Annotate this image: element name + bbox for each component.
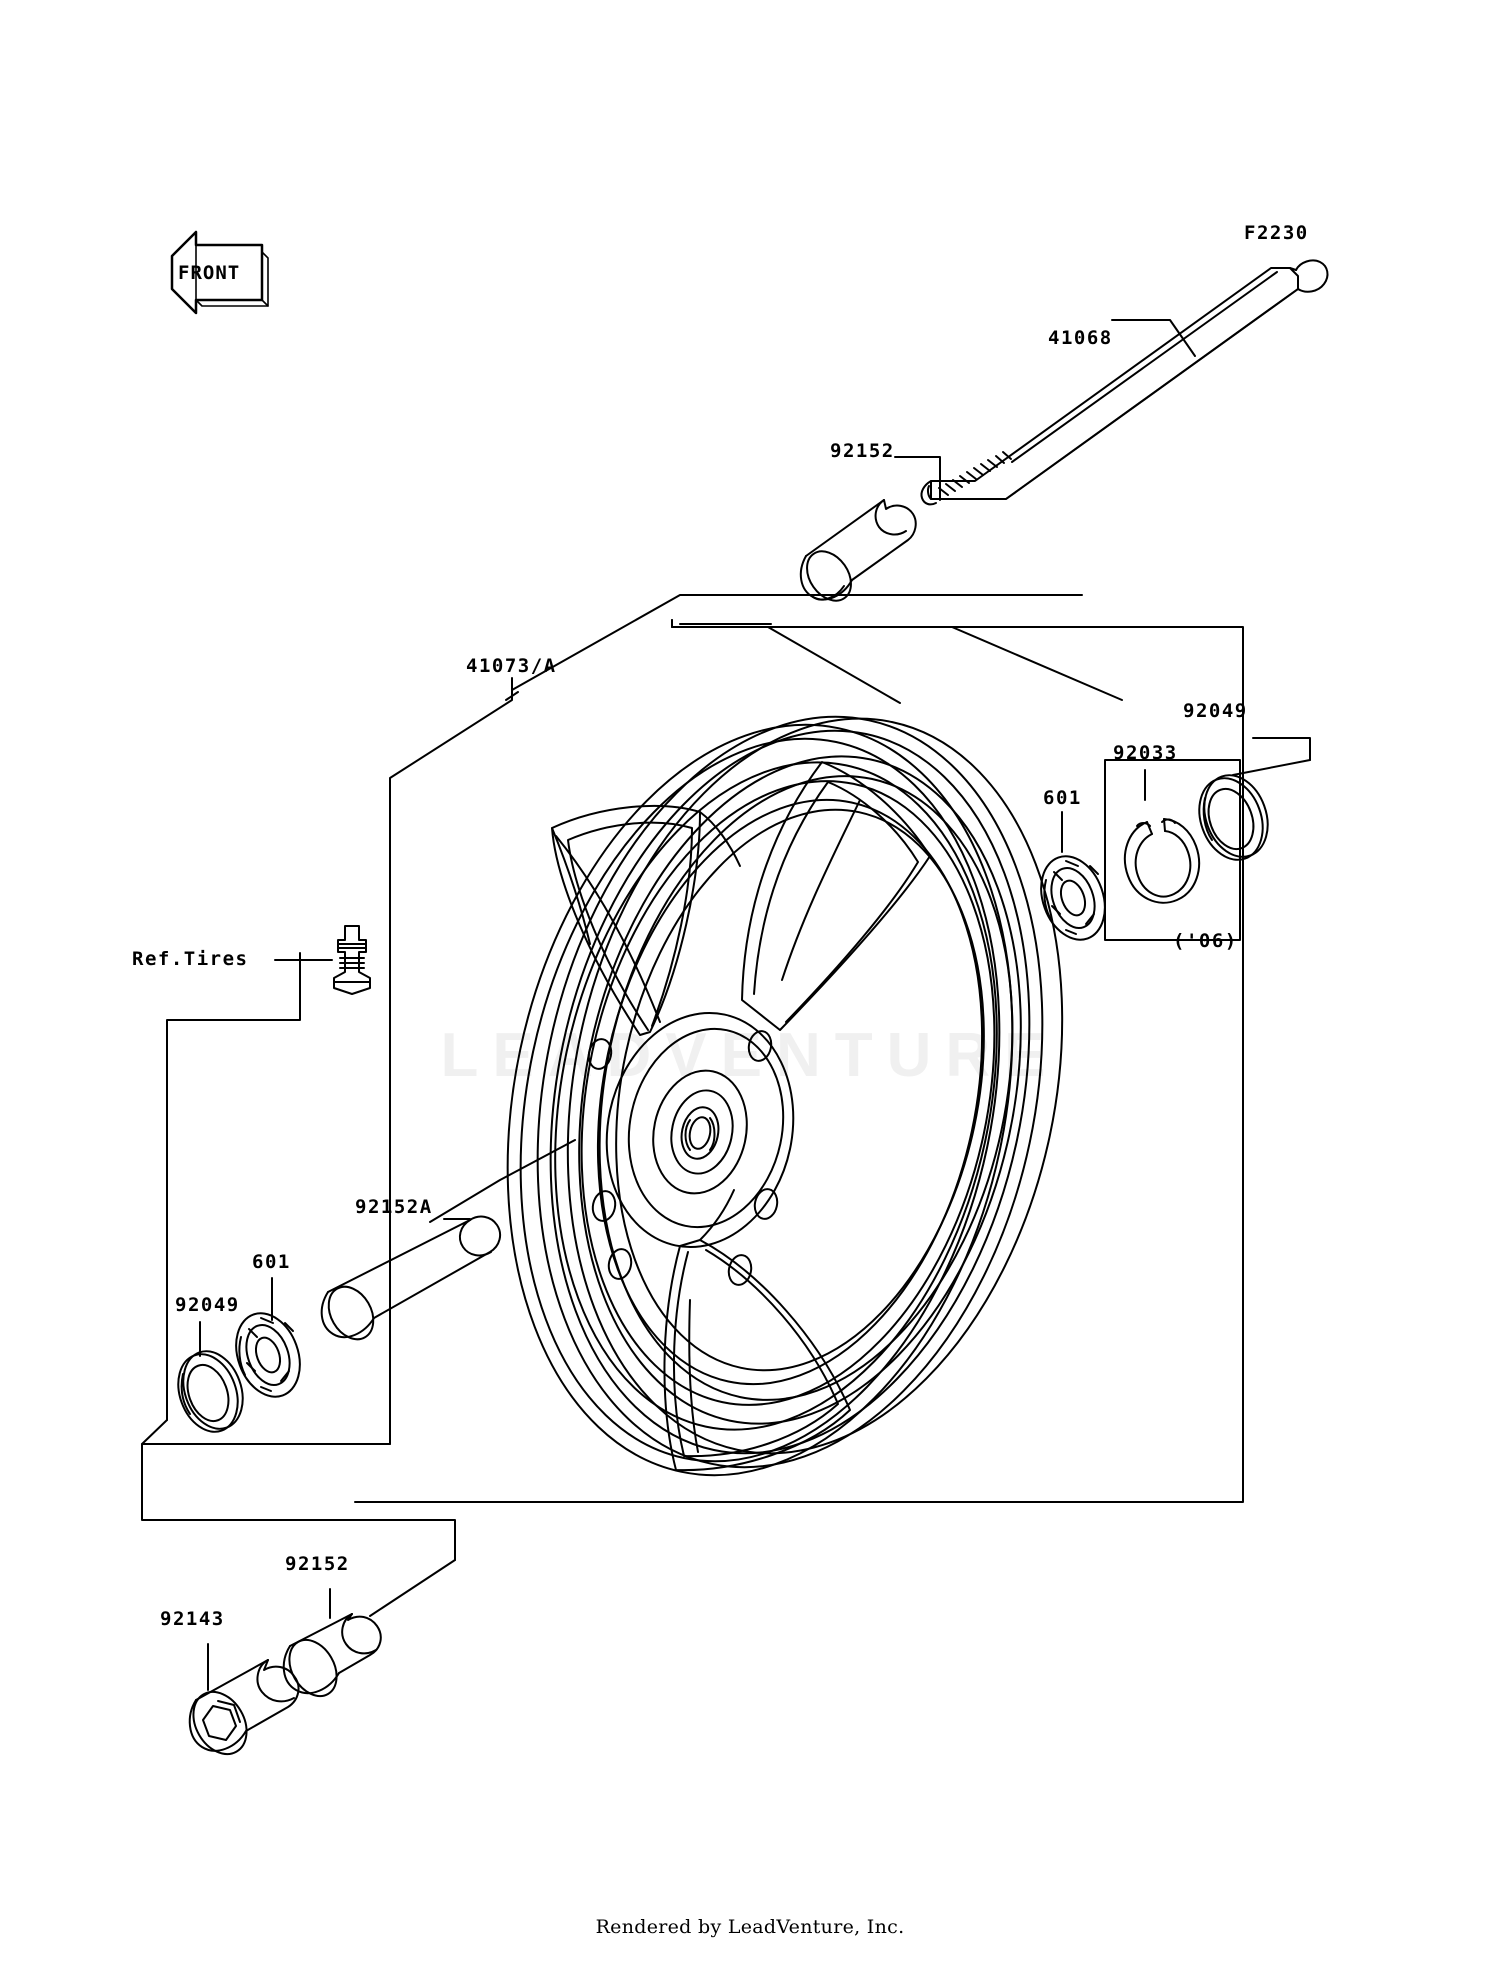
label-92143: 92143 [160, 1608, 225, 1630]
front-badge [160, 240, 256, 314]
label-f2230: F2230 [1244, 222, 1309, 244]
bracket-41073-top [512, 595, 1082, 690]
bracket-lower-left [142, 1420, 390, 1444]
collar-92152-upper [798, 500, 916, 609]
label-92049-lower: 92049 [175, 1294, 240, 1316]
label-92152-lower: 92152 [285, 1553, 350, 1575]
bearing-601-lower [225, 1304, 311, 1405]
front-badge-label: FRONT [178, 262, 241, 284]
leader-41068 [1112, 320, 1195, 356]
valve-stem [334, 926, 370, 994]
axle-part [921, 260, 1327, 504]
label-41073a: 41073/A [466, 655, 557, 677]
collar-92152-lower [280, 1614, 381, 1704]
circlip-92033 [1125, 819, 1199, 903]
outer-assembly-bracket [355, 627, 1243, 1502]
seal-92049-upper [1188, 766, 1278, 868]
label-year-06: ('06) [1173, 930, 1238, 952]
bracket-reftires [167, 953, 300, 1420]
label-41068: 41068 [1048, 327, 1113, 349]
footer-credit: Rendered by LeadVenture, Inc. [595, 1916, 905, 1938]
watermark: LEADVENTURE [440, 1021, 1060, 1090]
leader-92049-upper [1253, 738, 1310, 760]
bearing-601-upper [1030, 847, 1116, 948]
label-601-lower: 601 [252, 1251, 291, 1273]
nut-92143 [183, 1660, 299, 1764]
label-92152-upper: 92152 [830, 440, 895, 462]
label-92049-upper: 92049 [1183, 700, 1248, 722]
label-92152a: 92152A [355, 1196, 433, 1218]
front-wheel [441, 669, 1127, 1522]
bracket-41073 [390, 678, 512, 1444]
leader-92152-upper [895, 457, 940, 500]
collar-92152a [320, 1217, 500, 1348]
label-ref-tires: Ref.Tires [132, 948, 249, 970]
leader-92152-lower [370, 1560, 455, 1616]
bracket-axle-path [672, 627, 1122, 700]
label-92033: 92033 [1113, 742, 1178, 764]
label-601-upper: 601 [1043, 787, 1082, 809]
